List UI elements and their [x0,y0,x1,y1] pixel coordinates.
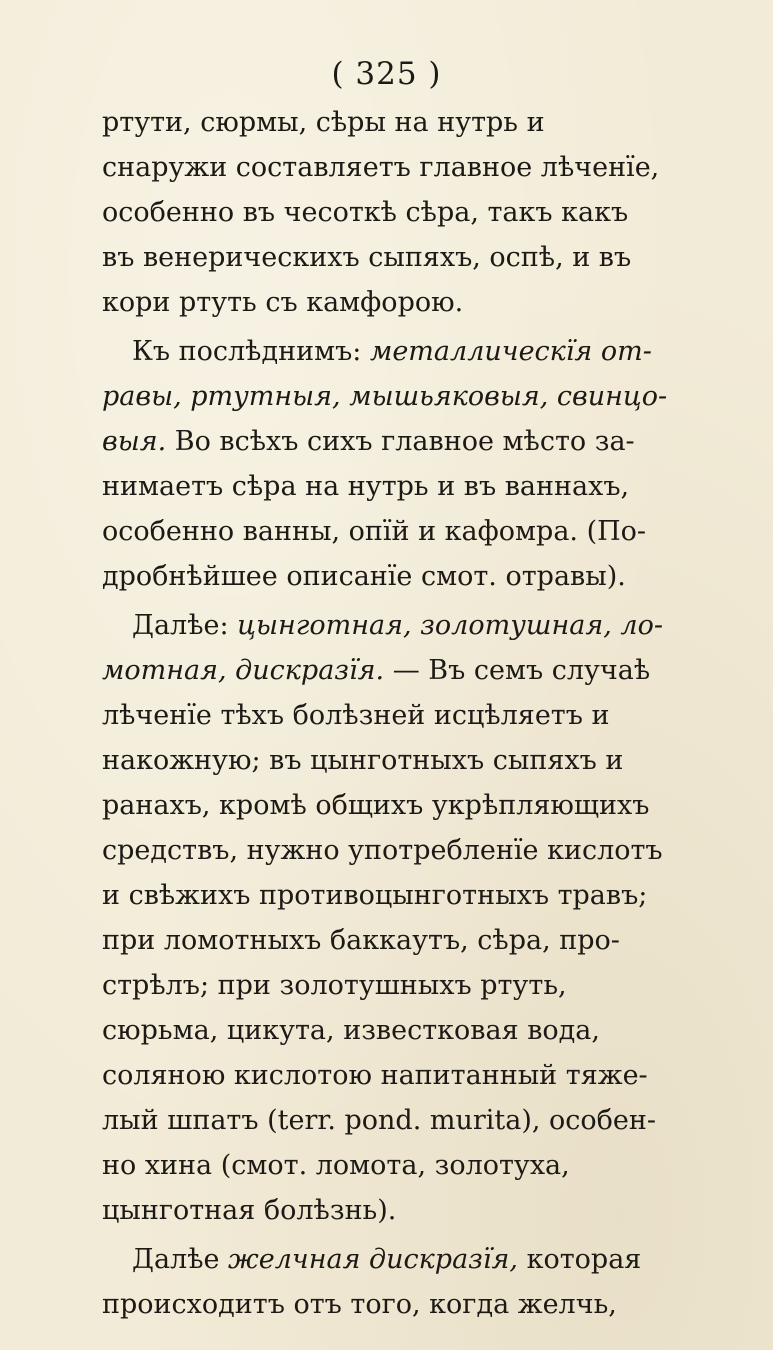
text-line: лѣченїе тѣхъ болѣзней исцѣляетъ и [102,700,610,731]
text-line: Къ послѣднимъ: металлическїя от- [132,336,652,367]
text-line: особенно ванны, опїй и кафомра. (По- [102,516,647,547]
text-line: въ венерическихъ сыпяхъ, оспѣ, и въ [102,242,632,273]
text-line: нимаетъ сѣра на нутрь и въ ваннахъ, [102,471,630,502]
text-line: средствъ, нужно употребленїе кислотъ [102,835,663,866]
text-line: лый шпатъ (terr. pond. murita), особен- [102,1105,657,1136]
text-line: дробнѣйшее описанїе смот. отравы). [102,561,626,592]
text-line: особенно въ чесоткѣ сѣра, такъ какъ [102,197,629,228]
text-line: Далѣе желчная дискразїя, которая [132,1244,642,1275]
text-line: равы, ртутныя, мышьяковыя, свинцо- [102,381,668,412]
text-line: ртути, сюрмы, сѣры на нутрь и [102,107,545,138]
text-line: мотная, дискразїя. — Въ семъ случаѣ [102,655,651,686]
text-line: снаружи составляетъ главное лѣченїе, [102,152,660,183]
text-line: и свѣжихъ противоцынготныхъ травъ; [102,880,648,911]
text-line: соляною кислотою напитанный тяже- [102,1060,648,1091]
text-line: ранахъ, кромѣ общихъ укрѣпляющихъ [102,790,650,821]
text-line: кори ртуть съ камфорою. [102,287,464,318]
text-line: накожную; въ цынготныхъ сыпяхъ и [102,745,624,776]
text-line: происходитъ отъ того, когда желчь, [102,1289,617,1320]
text-line: выя. Во всѣхъ сихъ главное мѣсто за- [102,426,635,457]
text-line: но хина (смот. ломота, золотуха, [102,1150,570,1181]
text-line: цынготная болѣзнь). [102,1195,397,1226]
body-text [102,100,694,1327]
text-line: сюрьма, цикута, известковая вода, [102,1015,600,1046]
text-line: Далѣе: цынготная, золотушная, ло- [132,610,663,641]
text-line: стрѣлъ; при золотушныхъ ртуть, [102,970,567,1001]
text-line: при ломотныхъ баккаутъ, сѣра, про- [102,925,620,956]
page-number: ( 325 ) [331,56,442,92]
